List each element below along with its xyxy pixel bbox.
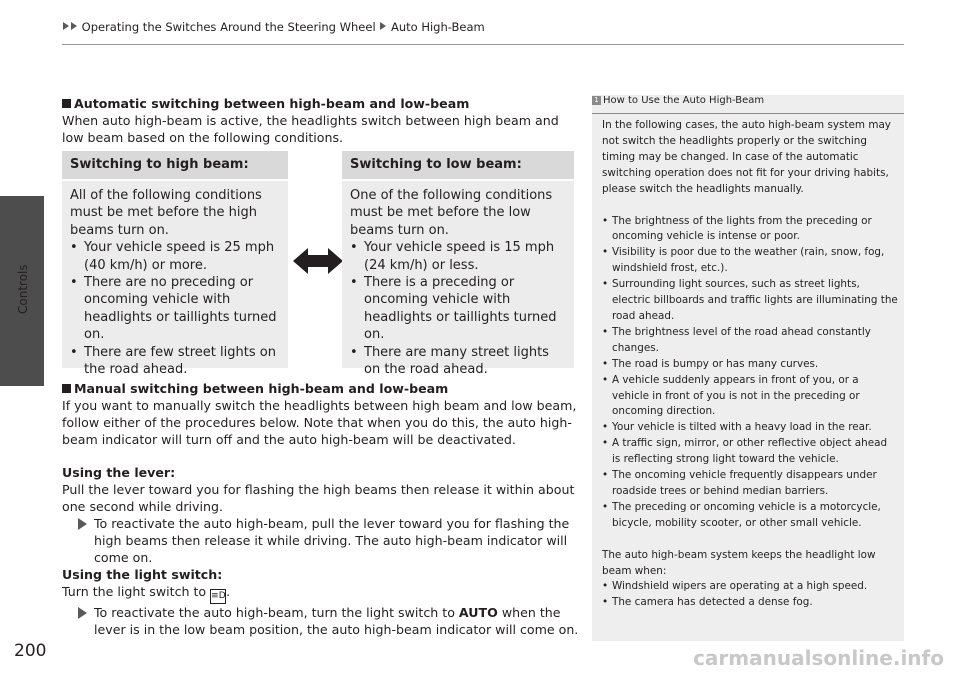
- low-beam-heading: Switching to low beam:: [342, 151, 574, 179]
- page-number: 200: [14, 641, 47, 661]
- note-bullet: • The preceding or oncoming vehicle is a motorcycle, bicycle, mobility scooter, or other small vehicle.: [602, 500, 898, 532]
- manual-switching-heading: Manual switching between high-beam and low-beam: [62, 380, 582, 397]
- double-arrow-icon: [293, 246, 343, 276]
- note-intro: In the following cases, the auto high-beam system may not switch the headlights properly or the switching timing may be changed. In case of the automatic switching operation does not fit for your driving habits, please switch the headlights manually.: [602, 119, 891, 195]
- high-beam-intro: All of the following conditions must be met before the high beams turn on.: [70, 188, 262, 238]
- low-beam-bullet: • There is a preceding or oncoming vehicle with headlights or taillights turned on.: [350, 274, 566, 344]
- low-beam-switch-icon: ≡D: [210, 589, 226, 604]
- note-bullet: • Surrounding light sources, such as street lights, electric billboards and traffic lights are illuminating the road ahead.: [602, 277, 898, 325]
- switch-text: Turn the light switch to ≡D.: [62, 583, 582, 604]
- section-square-icon: [62, 99, 71, 108]
- high-beam-bullet: • There are few street lights on the road ahead.: [70, 344, 280, 379]
- chapter-tab-label: Controls: [16, 264, 30, 314]
- tip-arrow-icon: [78, 607, 87, 619]
- section-square-icon: [62, 384, 71, 393]
- low-beam-bullet: • Your vehicle speed is 15 mph (24 km/h) or less.: [350, 239, 566, 274]
- note-bullet: • The brightness level of the road ahead constantly changes.: [602, 325, 898, 357]
- breadcrumb-item-page[interactable]: Auto High-Beam: [390, 20, 485, 34]
- note-outro-bullet: • The camera has detected a dense fog.: [602, 595, 898, 611]
- breadcrumb-arrow-icon: [380, 22, 386, 30]
- note-bullet: • A vehicle suddenly appears in front of you, or a vehicle in front of you is not in the preceding or oncoming direction.: [602, 373, 898, 421]
- watermark: carmanualsonline.info: [693, 646, 944, 670]
- lever-heading: Using the lever:: [62, 465, 176, 480]
- lever-tip: To reactivate the auto high-beam, pull the lever toward you for flashing the high beams then release it while driving. The auto high-beam indicator will come on.: [76, 515, 582, 566]
- note-outro-bullet: • Windshield wipers are operating at a high speed.: [602, 579, 898, 595]
- switch-heading: Using the light switch:: [62, 567, 223, 582]
- note-bullet: • Visibility is poor due to the weather (rain, snow, fog, windshield frost, etc.).: [602, 245, 898, 277]
- note-bullet: • The brightness of the lights from the preceding or oncoming vehicle is intense or poor.: [602, 214, 898, 246]
- note-bullet: • Your vehicle is tilted with a heavy load in the rear.: [602, 420, 898, 436]
- note-bullet: • A traffic sign, mirror, or other reflective object ahead is reflecting strong light toward the vehicle.: [602, 436, 898, 468]
- breadcrumb-item-section[interactable]: Operating the Switches Around the Steering Wheel: [81, 20, 376, 34]
- note-bullet: • The oncoming vehicle frequently disappears under roadside trees or behind median barriers.: [602, 468, 898, 500]
- auto-switching-intro: When auto high-beam is active, the headlights switch between high beam and low beam based on the following conditions.: [62, 113, 559, 145]
- low-beam-conditions: [342, 181, 574, 378]
- note-title: 1 How to Use the Auto High-Beam: [592, 95, 904, 106]
- breadcrumb: [62, 20, 485, 34]
- manual-switching-intro: If you want to manually switch the headlights between high beam and low beam, follow either of the procedures below. Note that when you do this, the auto high-beam indicator will turn off and the auto high-beam will be deactivated.: [62, 398, 577, 447]
- note-ref-icon: 1: [592, 96, 601, 105]
- note-bullet: • The road is bumpy or has many curves.: [602, 357, 898, 373]
- low-beam-bullet: • There are many street lights on the road ahead.: [350, 344, 566, 379]
- high-beam-conditions: [62, 181, 288, 378]
- high-beam-heading: Switching to high beam:: [62, 151, 288, 179]
- manual-switching-section: [62, 380, 582, 638]
- note-outro: The auto high-beam system keeps the headlight low beam when:: [602, 548, 876, 577]
- switch-tip: To reactivate the auto high-beam, turn the light switch to AUTO when the lever is in the low beam position, the auto high-beam indicator will come on.: [76, 604, 582, 638]
- breadcrumb-arrow-icon: [63, 22, 69, 30]
- header-rule: [62, 44, 904, 45]
- auto-switching-heading: Automatic switching between high-beam and low-beam: [62, 95, 582, 112]
- note-title-rule: [592, 113, 904, 114]
- high-beam-bullet: • Your vehicle speed is 25 mph (40 km/h) or more.: [70, 239, 280, 274]
- tip-arrow-icon: [78, 518, 87, 530]
- high-beam-bullet: • There are no preceding or oncoming vehicle with headlights or taillights turned on.: [70, 274, 280, 344]
- lever-text: Pull the lever toward you for flashing the high beams then release it within about one second while driving.: [62, 482, 575, 514]
- breadcrumb-arrow-icon: [71, 22, 77, 30]
- low-beam-intro: One of the following conditions must be met before the low beams turn on.: [350, 188, 553, 238]
- note-body: [602, 118, 898, 611]
- auto-switching-section: [62, 95, 582, 146]
- auto-position-label: AUTO: [458, 605, 498, 620]
